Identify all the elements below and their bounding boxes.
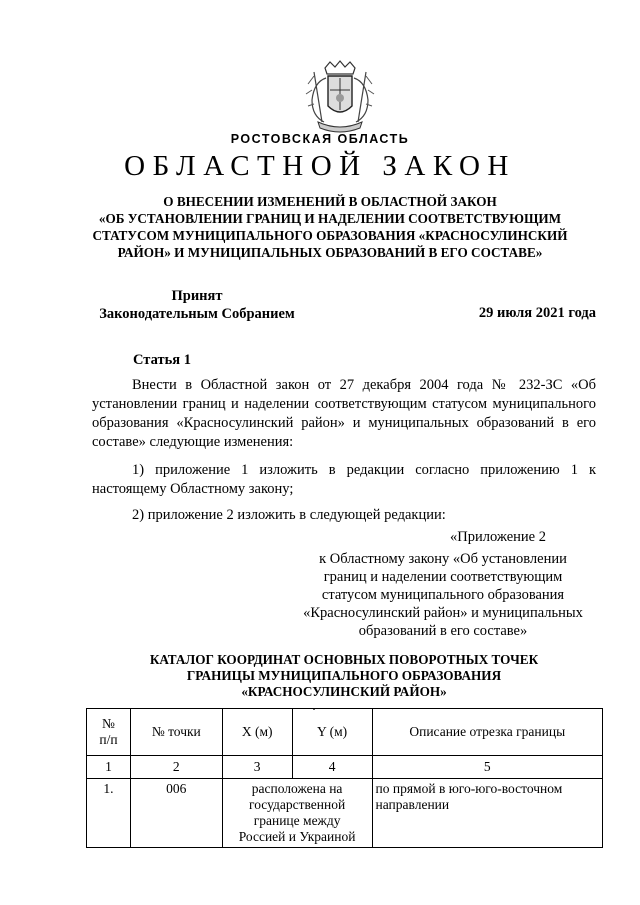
subject-line: О ВНЕСЕНИИ ИЗМЕНЕНИЙ В ОБЛАСТНОЙ ЗАКОН: [163, 194, 497, 209]
article-item-2: 2) приложение 2 изложить в следующей редакции:: [132, 507, 446, 523]
article-intro: Внести в Областной закон от 27 декабря 2004 года № 232-ЗС «Об установлении границ и наделении соответствующим статусом муниципального образования «Красносулинский район» и муниципальных образований в его составе» следующие изменения:: [92, 377, 596, 450]
adoption-label-line: Принят: [171, 288, 223, 304]
row-location-line: границе между: [253, 813, 341, 828]
header-cell-number: [87, 709, 131, 756]
catalog-title-line: ГРАНИЦЫ МУНИЦИПАЛЬНОГО ОБРАЗОВАНИЯ: [186, 668, 502, 683]
region-name: РОСТОВСКАЯ ОБЛАСТЬ: [230, 132, 410, 146]
row-location-line: государственной: [249, 797, 346, 812]
row-location-line: Россией и Украиной: [238, 829, 356, 844]
coordinates-table: [86, 708, 603, 848]
row-location: [222, 779, 372, 848]
rostov-oblast-coat-of-arms-icon: [300, 60, 380, 136]
appendix-head: «Приложение 2: [450, 529, 546, 545]
appendix-line: границ и наделении соответствующим: [323, 569, 563, 585]
adoption-date: 29 июля 2021 года: [478, 305, 596, 321]
table-column-number-row: [87, 756, 603, 779]
row-location-line: расположена на: [251, 781, 343, 796]
article-title: Статья 1: [133, 352, 191, 368]
row-number: 1.: [87, 779, 131, 848]
column-number: 1: [87, 756, 131, 779]
document-title: ОБЛАСТНОЙ ЗАКОН: [124, 150, 516, 182]
column-number: 5: [372, 756, 602, 779]
row-description: по прямой в юго-юго-восточном направлении: [372, 779, 602, 848]
adoption-label: [92, 287, 302, 323]
header-cell-description: Описание отрезка границы: [372, 709, 602, 756]
header-cell-x: X (м): [222, 709, 292, 756]
appendix-reference: [290, 528, 596, 640]
column-number: 4: [292, 756, 372, 779]
subject-line: СТАТУСОМ МУНИЦИПАЛЬНОГО ОБРАЗОВАНИЯ «КРАСНОСУЛИНСКИЙ: [92, 228, 568, 243]
catalog-title: [92, 652, 596, 700]
appendix-line: образований в его составе»: [358, 623, 528, 639]
header-num-line: №: [102, 716, 115, 731]
header-cell-point: № точки: [130, 709, 222, 756]
subject-line: РАЙОН» И МУНИЦИПАЛЬНЫХ ОБРАЗОВАНИЙ В ЕГО СОСТАВЕ»: [117, 245, 543, 260]
article-item-1: 1) приложение 1 изложить в редакции согласно приложению 1 к настоящему Областному закону;: [92, 462, 596, 497]
law-subject: [60, 193, 600, 261]
adoption-label-line: Законодательным Собранием: [99, 306, 295, 322]
subject-line: «ОБ УСТАНОВЛЕНИИ ГРАНИЦ И НАДЕЛЕНИИ СООТВЕТСТВУЮЩИМ: [98, 211, 562, 226]
appendix-line: «Красносулинский район» и муниципальных: [303, 605, 583, 621]
table-row: [87, 779, 603, 848]
header-num-line: п/п: [99, 732, 118, 747]
header-cell-y: Y (м): [292, 709, 372, 756]
table-header-row: [87, 709, 603, 756]
row-point: 006: [130, 779, 222, 848]
catalog-title-line: «КРАСНОСУЛИНСКИЙ РАЙОН»: [241, 684, 447, 699]
catalog-title-line: КАТАЛОГ КООРДИНАТ ОСНОВНЫХ ПОВОРОТНЫХ ТОЧЕК: [149, 652, 539, 667]
appendix-line: статусом муниципального образования: [321, 587, 565, 603]
column-number: 3: [222, 756, 292, 779]
appendix-line: к Областному закону «Об установлении: [319, 551, 567, 567]
column-number: 2: [130, 756, 222, 779]
